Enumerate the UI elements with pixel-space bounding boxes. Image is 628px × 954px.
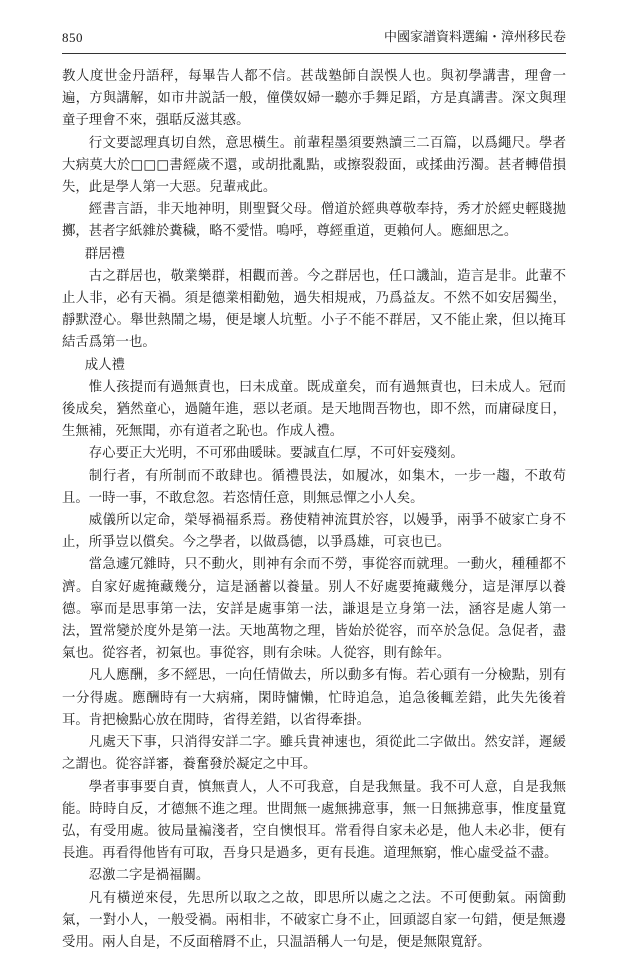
page-header [62,30,566,46]
section-heading: 群居禮 [84,246,125,262]
paragraph: 制行者，有所制而不敢肆也。循禮畏法，如履冰，如集木，一步一趨，不敢苟且。一時一事，不敢怠忽。若恣情任意，則無忌憚之小人矣。 [62,468,566,506]
paragraph: 學者事事要自責，慎無責人，人不可我意，自是我無量。我不可人意，自是我無能。時時自反，才德無不進之理。世間無一處無拂意事，無一日無拂意事，惟度量寬弘，有受用處。彼局量褊淺者，空自懊恨耳。常看得自家未必是，他人未必非，便有長進。再看得他皆有可取，吾身只是過多，更有長進。道理無窮，惟心虛受益不盡。 [62,779,566,862]
paragraph: 教人度世金丹語秤，每畢告人都不信。甚哉塾師自誤悞人也。與初學講書，理會一遍，方與講解，如市井説話一般，僮僕奴婦一聽亦手舞足蹈，方是真講書。深文與理童子理會不來，强聒反滋其惑。 [62,69,566,129]
paragraph: 凡人應酬，多不經思，一向任情做去，所以動多有悔。若心頭有一分檢點，别有一分得處。應酬時有一大病痛，閑時慵懶，忙時追急，追急後輒差錯，此失先後着耳。肯把檢點心放在閒時，省得差錯，以省得牽掛。 [62,668,566,728]
paragraph: 當急遽冗雜時，只不動火，則神有余而不勞，事從容而就理。一動火，種種都不濟。自家好處掩藏幾分，這是涵蓄以養量。别人不好處要掩藏幾分，這是渾厚以養德。寧而是思事第一法，安詳是處事第一法，謙退是立身第一法，涵容是處人第一法，置常變於度外是第一法。天地萬物之理，皆始於從容，而卒於急促。急促者，盡氣也。從容者，初氣也。事從容，則有余味。人從容，則有餘年。 [62,557,566,662]
section-heading: 成人禮 [84,357,125,373]
paragraph: 凡有橫逆來侵，先思所以取之之故，即思所以處之之法。不可便動氣。兩箇動氣，一對小人，一般受禍。兩相非，不破家亡身不止，回頭認自家一句錯，便是無邊受用。兩人自是，不反面稽脣不止，只温語稱人一句是，便是無限寬舒。 [62,890,566,950]
paragraph: 凡處天下事，只消得安詳二字。雖兵貴神速也，須從此二字做出。然安詳，遲緩之謂也。從容詳審，養奮發於凝定之中耳。 [62,735,566,773]
paragraph: 惟人孩提而有過無責也，曰未成童。既成童矣，而有過無責也，曰未成人。冠而後成矣，猶然童心，過隨年進，惡以老頑。是天地間吾物也，即不然，而庸碌度日，生無補，死無聞，亦有道者之恥也。作成人禮。 [62,379,566,440]
paragraph: 威儀所以定命，榮辱禍福系焉。務使精神流貫於容，以嫚爭，兩爭不破家亡身不止，所爭豈以償矣。今之學者，以做爲德，以爭爲雄，可哀也已。 [62,513,566,551]
paragraph: 忍激二字是禍福關。 [88,868,210,884]
paragraph: 行文要認理真切自然，意思橫生。前輩程墨須要熟讀三二百篇，以爲繩尺。學者大病莫大於□□□書經歲不還，或胡批亂點，或擦裂殺面，或揉曲汚濁。甚者轉借損失，此是學人第一大惡。兒輩戒此。 [62,135,566,196]
text-body [62,66,566,954]
paragraph: 古之群居也，敬業樂群，相觀而善。今之群居也，任口譏訕，造言是非。此輩不止人非，必有天禍。須是德業相勸勉，過失相規戒，乃爲益友。不然不如安居獨坐，靜默澄心。舉世熱鬧之場，便是壞人坑塹。小子不能不群居，又不能止衆，但以掩耳結舌爲第一也。 [62,268,566,351]
header-rule [62,53,566,54]
page-number: 850 [62,30,83,45]
paragraph: 存心要正大光明，不可邪曲暖昧。要誠直仁厚，不可奸妄殘刻。 [88,446,464,462]
running-title: 中國家譜資料選編・漳州移民卷 [383,30,566,45]
paragraph: 經書言語，非天地神明，則聖賢父母。僧道於經典尊敬奉持，秀才於經史輕賤拋擲，甚者字紙雜於糞穢，略不愛惜。嗚呼，尊經重道，更賴何人。應細思之。 [62,202,566,240]
